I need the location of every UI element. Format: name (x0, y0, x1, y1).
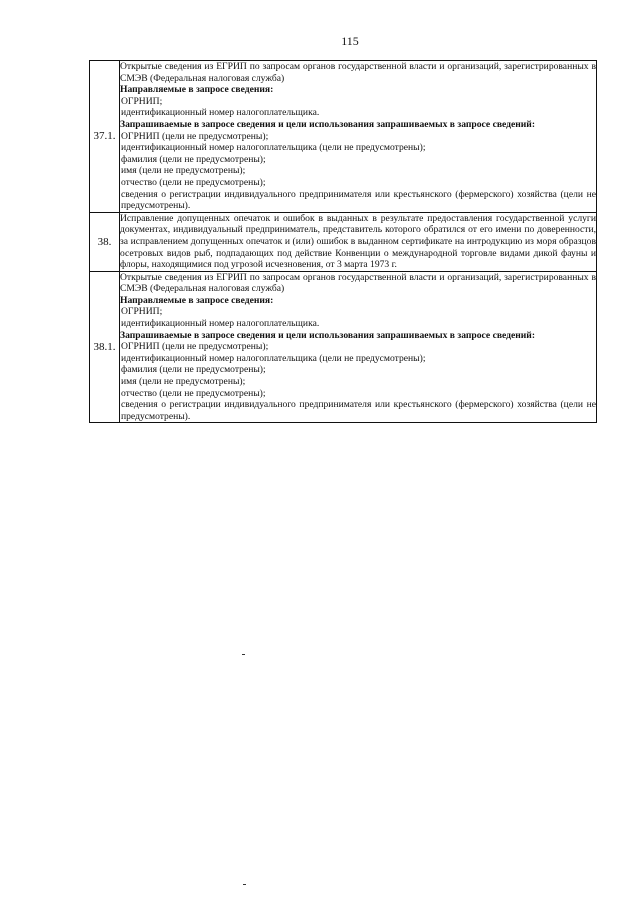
list-item: идентификационный номер налогоплательщика (цели не предусмотрены); (121, 352, 426, 364)
list-item: ОГРНИП; (121, 306, 163, 318)
list-item: идентификационный номер налогоплательщика. (121, 107, 320, 119)
row-intro: Открытые сведения из ЕГРИП по запросам органов государственной власти и организаций, зарегистрированных в СМЭВ (Федеральная налоговая служба) (120, 271, 596, 295)
list-item: идентификационный номер налогоплательщика (цели не предусмотрены); (121, 142, 426, 154)
list-item: сведения о регистрации индивидуального предпринимателя или крестьянского (фермерского) хозяйства (цели не предусмотрены). (121, 399, 596, 422)
row-intro: Открытые сведения из ЕГРИП по запросам органов государственной власти и организаций, зарегистрированных в СМЭВ (Федеральная налоговая служба) (120, 61, 596, 84)
row-content (120, 61, 597, 213)
list-item: идентификационный номер налогоплательщика. (121, 318, 320, 330)
table-row (90, 212, 597, 271)
services-table (89, 60, 597, 423)
list-item: имя (цели не предусмотрены); (121, 376, 246, 388)
table-row (90, 61, 597, 213)
list-item: сведения о регистрации индивидуального предпринимателя или крестьянского (фермерского) хозяйства (цели не предусмотрены). (121, 188, 596, 212)
row-content (120, 212, 597, 271)
page-number: 115 (341, 34, 359, 48)
list-item: отчество (цели не предусмотрены); (121, 387, 266, 399)
table-row (90, 271, 597, 423)
row-content (120, 271, 597, 423)
requested-heading: Запрашиваемые в запросе сведения и цели использования запрашиваемых в запросе сведений: (120, 118, 536, 130)
sent-heading: Направляемые в запросе сведения: (120, 294, 274, 306)
scan-speck (243, 884, 246, 885)
row-number: 38. (90, 212, 120, 271)
list-item: отчество (цели не предусмотрены); (121, 176, 266, 188)
sent-heading: Направляемые в запросе сведения: (120, 84, 274, 96)
requested-heading: Запрашиваемые в запросе сведения и цели использования запрашиваемых в запросе сведений: (120, 329, 536, 341)
scan-speck (242, 654, 245, 655)
row-text: Исправление допущенных опечаток и ошибок в выданных в результате предоставления государственной услуги документах, индивидуальный предприниматель, представитель которого обратился от его имени по доверенности, за исправлением допущенных опечаток и (или) ошибок в выданном сертификате на интродукцию из моря образцов осетровых видов рыб, подпадающих под действие Конвенции о международной торговле видами дикой фауны и флоры, находящимися под угрозой исчезновения, от 3 марта 1973 г. (120, 212, 596, 271)
list-item: ОГРНИП (цели не предусмотрены); (121, 341, 269, 353)
list-item: ОГРНИП (цели не предусмотрены); (121, 130, 269, 142)
list-item: фамилия (цели не предусмотрены); (121, 153, 266, 165)
row-number: 37.1. (90, 61, 120, 213)
list-item: имя (цели не предусмотрены); (121, 165, 246, 177)
row-number: 38.1. (90, 271, 120, 423)
list-item: фамилия (цели не предусмотрены); (121, 364, 266, 376)
list-item: ОГРНИП; (121, 95, 163, 107)
